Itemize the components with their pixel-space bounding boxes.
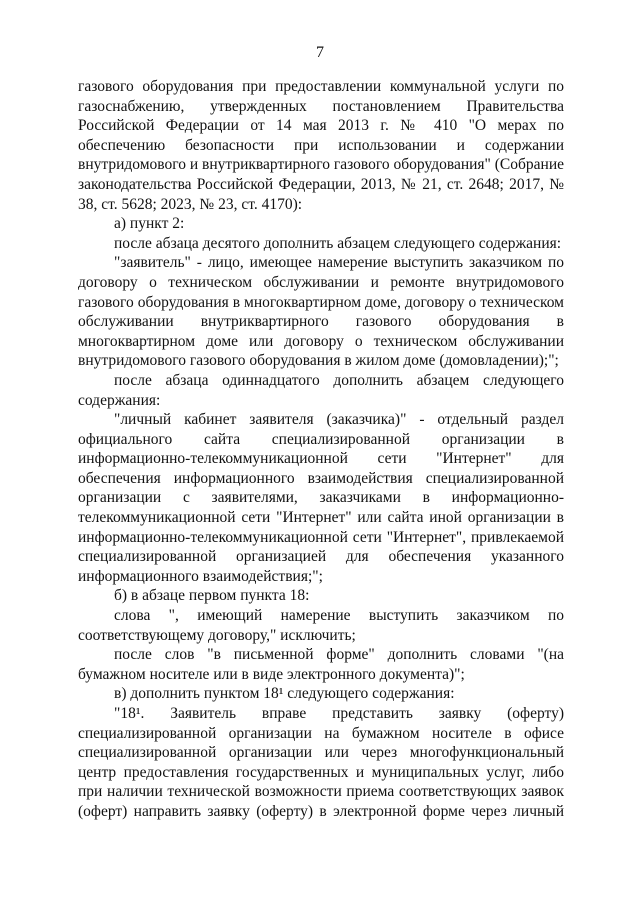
paragraph-point-18-1: "18¹. Заявитель вправе представить заявку (оферту) специализированной организации на бумажном носителе в офисе специализированной организации или через многофункциональный центр предоставления государственных и муниципальных услуг, либо при наличии технической возможности приема соответствующих заявок (оферт) направить заявку (оферту) в электронной форме через личный	[78, 705, 564, 820]
paragraph-written-form: после слов "в письменной форме" дополнить словами "(на бумажном носителе или в виде электронного документа)";	[78, 646, 564, 683]
page-number: 7	[316, 44, 324, 61]
paragraph-item-a: а) пункт 2:	[114, 215, 185, 233]
paragraph-words-excluded: слова ", имеющий намерение выступить заказчиком по соответствующему договору," исключить;	[78, 607, 564, 644]
paragraph-item-c: в) дополнить пунктом 18¹ следующего содержания:	[114, 685, 455, 703]
paragraph-personal-account-definition: "личный кабинет заявителя (заказчика)" - отдельный раздел официального сайта специализированной организации в информационно-телекоммуникационной сети "Интернет" для обеспечения информационного взаимодействия специализированной организации с заявителями, заказчиками в информационно-телекоммуникационной сети "Интернет" или сайта иной организации в информационно-телекоммуникационной сети "Интернет", привлекаемой специализированной организацией для обеспечения указанного информационного взаимодействия;";	[78, 411, 564, 585]
paragraph-intro: газового оборудования при предоставлении коммунальной услуги по газоснабжению, утвержденных постановлением Правительства Российской Федерации от 14 мая 2013 г. № 410 "О мерах по обеспечению безопасности при использовании и содержании внутридомового и внутриквартирного газового оборудования" (Собрание законодательства Российской Федерации, 2013, № 21, ст. 2648; 2017, № 38, ст. 5628; 2023, № 23, ст. 4170):	[78, 78, 564, 213]
document-body	[78, 77, 564, 822]
paragraph-after-tenth: после абзаца десятого дополнить абзацем следующего содержания:	[114, 234, 562, 252]
paragraph-applicant-definition: "заявитель" - лицо, имеющее намерение выступить заказчиком по договору о техническом обслуживании и ремонте внутридомового газового оборудования в многоквартирном доме, договору о техническом обслуживании внутриквартирного газового оборудования в многоквартирном доме или договору о техническом обслуживании внутридомового газового оборудования в жилом доме (домовладении);";	[78, 254, 564, 370]
paragraph-after-eleventh: после абзаца одиннадцатого дополнить абзацем следующего содержания:	[78, 371, 564, 409]
paragraph-item-b: б) в абзаце первом пункта 18:	[114, 587, 310, 605]
